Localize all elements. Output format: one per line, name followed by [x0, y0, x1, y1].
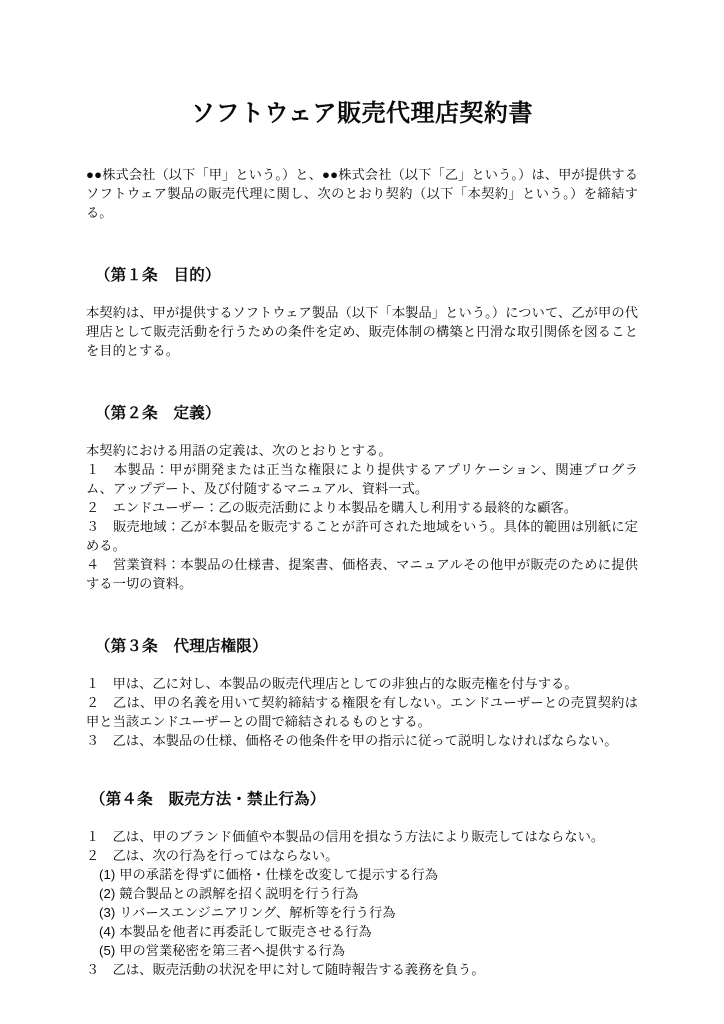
sublist-marker: (4): [99, 923, 120, 939]
article-4-heading: （第４条 販売方法・禁止行為）: [90, 790, 326, 808]
list-item: [86, 846, 638, 865]
list-marker: １: [86, 675, 113, 691]
spacer: [86, 593, 638, 637]
intro-paragraph: ●●株式会社（以下「甲」という。）と、●●株式会社（以下「乙」という。）は、甲が提供するソフトウェア製品の販売代理に関し、次のとおり契約（以下「本契約」という。）を締結する。: [86, 166, 638, 220]
sublist-text: 甲の承諾を得ずに価格・仕様を改変して提示する行為: [119, 866, 439, 882]
list-text: 営業資料：本製品の仕様書、提案書、価格表、マニュアルその他甲が販売のために提供する一切の資料。: [86, 556, 638, 591]
sublist-item: [99, 884, 638, 903]
list-marker: ３: [86, 732, 113, 748]
spacer: [86, 222, 638, 266]
sublist-item: [99, 941, 638, 960]
list-marker: ２: [86, 499, 113, 515]
article-2-paragraph: 本契約における用語の定義は、次のとおりとする。: [86, 442, 392, 458]
article-4-list: [86, 827, 638, 865]
article-3-heading: （第３条 代理店権限）: [95, 637, 268, 655]
article-2-list: [86, 460, 638, 593]
list-item: [86, 498, 638, 517]
sublist-text: リバースエンジニアリング、解析等を行う行為: [119, 904, 396, 920]
sublist-text: 本製品を他者に再委託して販売させる行為: [119, 923, 372, 939]
sublist-marker: (2): [99, 885, 120, 901]
sublist-marker: (5): [99, 942, 120, 958]
list-text: 乙は、販売活動の状況を甲に対して随時報告する義務を負う。: [112, 961, 485, 977]
list-item: [86, 827, 638, 846]
spacer: [86, 750, 638, 790]
list-marker: ３: [86, 518, 113, 534]
list-marker: ３: [86, 961, 113, 977]
article-4-trailing-list: [86, 960, 638, 979]
list-marker: １: [86, 461, 114, 477]
article-1-heading: （第１条 目的）: [95, 266, 221, 284]
sublist-text: 競合製品との誤解を招く説明を行う行為: [119, 885, 359, 901]
list-text: 甲は、乙に対し、本製品の販売代理店としての非独占的な販売権を付与する。: [112, 675, 578, 691]
article-2-body: [86, 424, 638, 593]
list-item: [86, 674, 638, 693]
article-4-body: [86, 810, 638, 979]
list-marker: １: [86, 828, 113, 844]
sublist-marker: (1): [99, 866, 120, 882]
sublist-marker: (3): [99, 904, 120, 920]
article-1-paragraph: 本契約は、甲が提供するソフトウェア製品（以下「本製品」という。）について、乙が甲の代理店として販売活動を行うための条件を定め、販売体制の構築と円滑な取引関係を図ることを目的とする。: [86, 304, 638, 358]
article-2: [86, 404, 638, 593]
article-3-body: [86, 657, 638, 750]
spacer: [86, 360, 638, 404]
list-text: 乙は、本製品の仕様、価格その他条件を甲の指示に従って説明しなければならない。: [112, 732, 618, 748]
sublist-text: 甲の営業秘密を第三者へ提供する行為: [119, 942, 346, 958]
list-text: エンドユーザー：乙の販売活動により本製品を購入し利用する最終的な顧客。: [112, 499, 578, 515]
list-item: [86, 517, 638, 555]
article-2-heading: （第２条 定義）: [95, 404, 221, 422]
article-3: [86, 637, 638, 750]
article-4-sublist: [86, 865, 638, 960]
list-marker: ２: [86, 694, 113, 710]
list-text: 本製品：甲が開発または正当な権限により提供するアプリケーション、関連プログラム、アップデート、及び付随するマニュアル、資料一式。: [86, 461, 638, 496]
list-text: 乙は、甲のブランド価値や本製品の信用を損なう方法により販売してはならない。: [112, 828, 605, 844]
list-item: [86, 693, 638, 731]
article-1-body: [86, 286, 638, 360]
list-item: [86, 731, 638, 750]
list-text: 販売地域：乙が本製品を販売することが許可された地域をいう。具体的範囲は別紙に定める。: [86, 518, 638, 553]
article-1: [86, 266, 638, 360]
article-4: [86, 790, 638, 979]
list-text: 乙は、次の行為を行ってはならない。: [112, 847, 339, 863]
list-item: [86, 960, 638, 979]
sublist-item: [99, 903, 638, 922]
list-text: 乙は、甲の名義を用いて契約締結する権限を有しない。エンドユーザーとの売買契約は甲と当該エンドユーザーとの間で締結されるものとする。: [86, 694, 638, 729]
list-item: [86, 460, 638, 498]
list-marker: ２: [86, 847, 113, 863]
article-3-list: [86, 674, 638, 750]
sublist-item: [99, 865, 638, 884]
list-marker: ４: [86, 556, 113, 572]
sublist-item: [99, 922, 638, 941]
list-item: [86, 555, 638, 593]
page-title: ソフトウェア販売代理店契約書: [190, 100, 534, 127]
